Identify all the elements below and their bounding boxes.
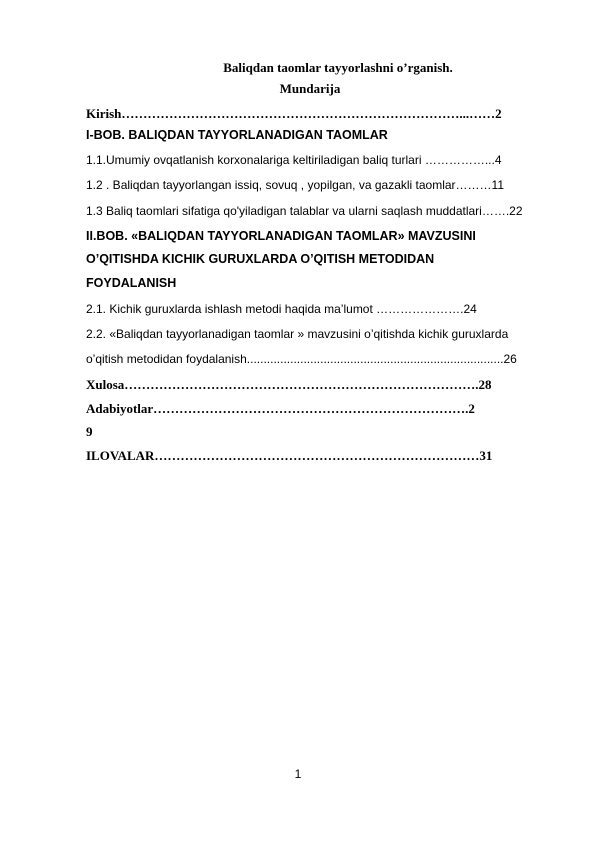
toc-entry-kirish: Kirish……………………………………………………………………...……2 xyxy=(86,106,502,121)
document-title: Baliqdan taomlar tayyorlashni o’rganish. xyxy=(223,60,453,75)
toc-entry-2-2-line-1: 2.2. «Baliqdan tayyorlanadigan taomlar » mavzusini o’qitishda kichik guruxlarda xyxy=(86,327,509,341)
toc-entry-2-2-line-2: o’qitish metodidan foydalanish.............................................................................26 xyxy=(86,352,517,366)
toc-chapter-1: I-BOB. BALIQDAN TAYYORLANADIGAN TAOMLAR xyxy=(86,128,388,142)
toc-entry-1-3: 1.3 Baliq taomlari sifatiga qo'yiladigan talablar va ularni saqlash muddatlari…….22 xyxy=(86,204,523,218)
toc-chapter-2-line-3: FOYDALANISH xyxy=(86,276,177,290)
page-number: 1 xyxy=(294,767,302,781)
toc-entry-adabiyotlar-page: 9 xyxy=(86,424,93,439)
toc-entry-1-1: 1.1.Umumiy ovqatlanish korxonalariga keltiriladigan baliq turlari ……………...4 xyxy=(86,153,502,167)
toc-heading: Mundarija xyxy=(279,81,341,96)
toc-chapter-2-line-2: O’QITISHDA KICHIK GURUXLARDA O’QITISH METODIDAN xyxy=(86,252,435,266)
toc-entry-1-2: 1.2 . Baliqdan tayyorlangan issiq, sovuq , yopilgan, va gazakli taomlar………11 xyxy=(86,178,505,192)
toc-entry-xulosa: Xulosa……………………………………………………………………….28 xyxy=(86,377,492,392)
toc-entry-ilovalar: ILOVALAR…………………………………………………………………31 xyxy=(86,448,493,463)
toc-entry-2-1: 2.1. Kichik guruxlarda ishlash metodi haqida ma’lumot ………………….24 xyxy=(86,302,477,316)
toc-entry-adabiyotlar: Adabiyotlar……………………………………………………………….2 xyxy=(86,401,475,416)
toc-chapter-2-line-1: II.BOB. «BALIQDAN TAYYORLANADIGAN TAOMLAR» MAVZUSINI xyxy=(86,229,476,243)
